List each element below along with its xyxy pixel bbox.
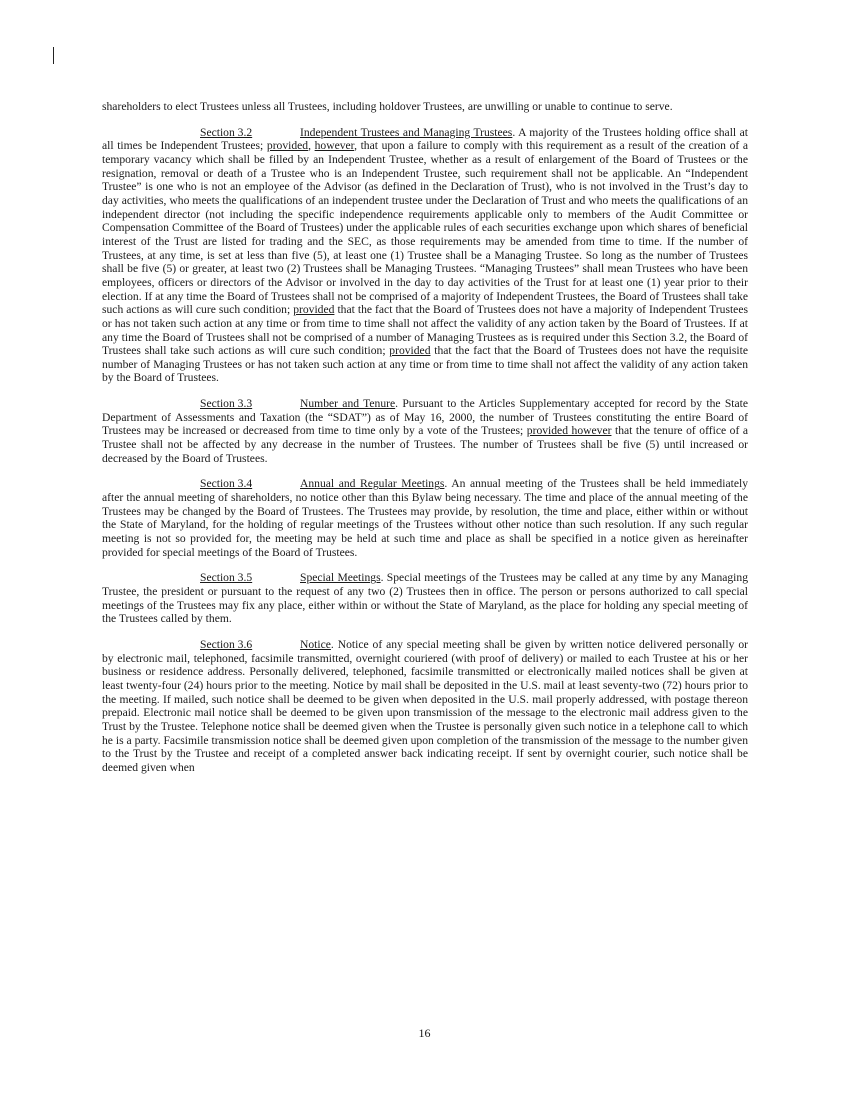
section-title: Number and Tenure	[300, 397, 396, 411]
section-3-6: Section 3.6 Notice. Notice of any special meeting shall be given by written notice delivered personally or by electronic mail, telephoned, facsimile transmitted, overnight couriered (with proof of delivery) or mailed to each Trustee at his or her business or residence address. Personally delivered, telephoned, facsimile transmitted or electronically mailed notices shall be given at least twenty-four (24) hours prior to the meeting. Notice by mail shall be deposited in the U.S. mail at least seventy-two (72) hours prior to the meeting. If mailed, such notice shall be deemed to be given when deposited in the U.S. mail properly addressed, with postage thereon prepaid. Electronic mail notice shall be deemed to be given upon transmission of the message to the electronic mail address given to the Trust by the Trustee. Telephone notice shall be deemed given when the Trustee is personally given such notice in a telephone call to which he is a party. Facsimile transmission notice shall be deemed given upon completion of the transmission of the message to the number given to the Trust by the Trustee and receipt of a completed answer back indicating receipt. If sent by overnight courier, such notice shall be deemed given when	[102, 637, 748, 774]
document-body	[102, 100, 748, 787]
revision-bar	[53, 47, 54, 64]
section-number: Section 3.2	[200, 125, 253, 139]
section-title: Notice	[300, 637, 331, 651]
section-title: Annual and Regular Meetings	[300, 477, 445, 491]
section-3-2: Section 3.2 Independent Trustees and Managing Trustees. A majority of the Trustees holding office shall at all times be Independent Trustees; provided, however, that upon a failure to comply with this requirement as a result of the creation of a temporary vacancy which shall be filled by an Independent Trustee, whether as a result of enlargement of the Board of Trustees or the resignation, removal or death of a Trustee who is an Independent Trustee, such requirement shall not be applicable. An “Independent Trustee” is one who is not an employee of the Advisor (as defined in the Declaration of Trust), who is not involved in the Trust’s day to day activities, who meets the qualifications of an independent trustee under the Declaration of Trust and who meets the qualifications of an independent director (not including the specific independence requirements applicable only to members of the Audit Committee or Compensation Committee of the Board of Trustees) under the applicable rules of each securities exchange upon which shares of beneficial interest of the Trust are listed for trading and the SEC, as those requirements may be amended from time to time. If the number of Trustees, at any time, is set at less than five (5), at least one (1) Trustee shall be a Managing Trustee. So long as the number of Trustees shall be five (5) or greater, at least two (2) Trustees shall be Managing Trustees. “Managing Trustees” shall mean Trustees who have been employees, officers or directors of the Advisor or involved in the day to day activities of the Trust for at least one (1) year prior to their election. If at any time the Board of Trustees shall not be comprised of a majority of Independent Trustees, the Board of Trustees shall take such actions as will cure such condition; provided that the fact that the Board of Trustees does not have a majority of Independent Trustees or has not taken such action at any time or from time to time shall not affect the validity of any action taken by the Board of Trustees. If at any time the Board of Trustees shall not be comprised of a number of Managing Trustees as is required under this Section 3.2, the Board of Trustees shall take such actions as will cure such condition; provided that the fact that the Board of Trustees does not have the requisite number of Managing Trustees or has not taken such action at any time or from time to time shall not affect the validity of any action taken by the Board of Trustees.	[102, 125, 749, 385]
continued-paragraph: shareholders to elect Trustees unless all Trustees, including holdover Trustees, are unwilling or unable to continue to serve.	[102, 100, 673, 113]
section-number: Section 3.4	[200, 477, 253, 491]
section-title: Special Meetings	[300, 571, 381, 585]
section-number: Section 3.5	[200, 571, 253, 585]
section-3-3: Section 3.3 Number and Tenure. Pursuant to the Articles Supplementary accepted for record by the State Department of Assessments and Taxation (the “SDAT”) as of May 16, 2000, the number of Trustees constituting the entire Board of Trustees may be increased or decreased from time to time only by a vote of the Trustees; provided however that the tenure of office of a Trustee shall not be affected by any decrease in the number of Trustees. The number of Trustees shall be five (5) until increased or decreased by the Board of Trustees.	[102, 397, 749, 465]
section-number: Section 3.3	[200, 397, 253, 411]
section-title: Independent Trustees and Managing Trustees	[300, 125, 513, 139]
section-number: Section 3.6	[200, 637, 253, 651]
section-3-4: Section 3.4 Annual and Regular Meetings. An annual meeting of the Trustees shall be held immediately after the annual meeting of shareholders, no notice other than this Bylaw being necessary. The time and place of the annual meeting of the Trustees may be changed by the Board of Trustees. The Trustees may provide, by resolution, the time and place, either within or without the State of Maryland, for the holding of regular meetings of the Trustees without other notice than such resolution. If any such regular meeting is not so provided for, the meeting may be held at such time and place as shall be specified in a notice given as hereinafter provided for special meetings of the Board of Trustees.	[102, 477, 748, 559]
page-number: 16	[418, 1026, 431, 1040]
section-3-5: Section 3.5 Special Meetings. Special meetings of the Trustees may be called at any time by any Managing Trustee, the president or pursuant to the request of any two (2) Trustees then in office. The person or persons authorized to call special meetings of the Trustees may fix any place, either within or without the State of Maryland, as the place for holding any special meeting of the Trustees called by them.	[102, 571, 749, 626]
